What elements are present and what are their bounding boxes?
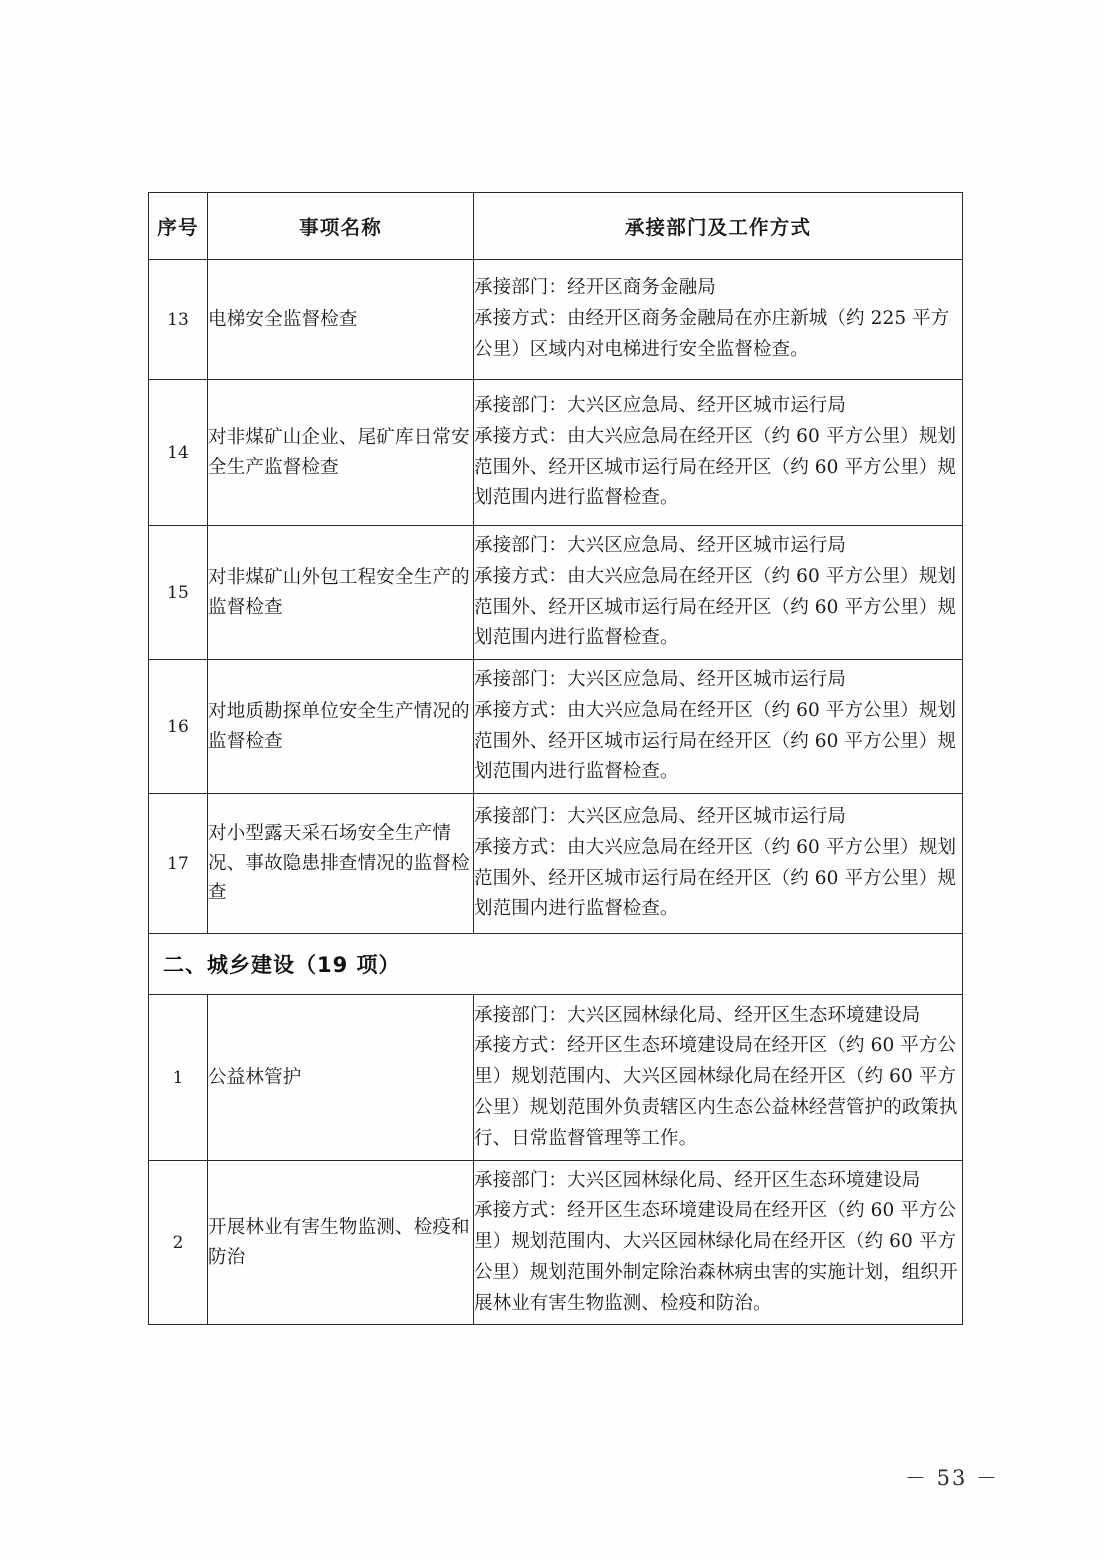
row-item-name: 对地质勘探单位安全生产情况的监督检查 bbox=[208, 660, 474, 794]
section-heading: 二、城乡建设（19 项） bbox=[149, 934, 963, 995]
row-item-name: 对小型露天采石场安全生产情况、事故隐患排查情况的监督检查 bbox=[208, 794, 474, 934]
row-item-name: 开展林业有害生物监测、检疫和防治 bbox=[208, 1161, 474, 1325]
row-department-method bbox=[474, 260, 963, 380]
method-line: 承接方式：经开区生态环境建设局在经开区（约 60 平方公里）规划范围内、大兴区园林绿化局在经开区（约 60 平方公里）规划范围外负责辖区内生态公益林经营管护的政策执行、日常监督管理等工作。 bbox=[474, 1035, 958, 1149]
method-line: 承接方式：由大兴应急局在经开区（约 60 平方公里）规划范围外、经开区城市运行局在经开区（约 60 平方公里）规划范围内进行监督检查。 bbox=[474, 699, 957, 783]
row-department-method bbox=[474, 995, 963, 1161]
column-header-serial: 序号 bbox=[149, 193, 208, 260]
column-header-department-method: 承接部门及工作方式 bbox=[474, 193, 963, 260]
table-row bbox=[149, 660, 963, 794]
row-item-name: 对非煤矿山外包工程安全生产的监督检查 bbox=[208, 526, 474, 660]
method-line: 承接方式：经开区生态环境建设局在经开区（约 60 平方公里）规划范围内、大兴区园林绿化局在经开区（约 60 平方公里）规划范围外制定除治森林病虫害的实施计划，组织开展林业有害生物监测、检疫和防治。 bbox=[474, 1200, 958, 1314]
row-department-method bbox=[474, 660, 963, 794]
method-line: 承接方式：由大兴应急局在经开区（约 60 平方公里）规划范围外、经开区城市运行局在经开区（约 60 平方公里）规划范围内进行监督检查。 bbox=[474, 425, 957, 509]
section-heading-row bbox=[149, 934, 963, 995]
row-item-name: 对非煤矿山企业、尾矿库日常安全生产监督检查 bbox=[208, 380, 474, 526]
method-line: 承接方式：由大兴应急局在经开区（约 60 平方公里）规划范围外、经开区城市运行局在经开区（约 60 平方公里）规划范围内进行监督检查。 bbox=[474, 565, 957, 649]
row-department-method bbox=[474, 794, 963, 934]
department-line: 承接部门：大兴区应急局、经开区城市运行局 bbox=[474, 669, 847, 691]
row-item-name: 电梯安全监督检查 bbox=[208, 260, 474, 380]
row-department-method bbox=[474, 380, 963, 526]
responsibility-table bbox=[148, 192, 963, 1325]
table-header-row bbox=[149, 193, 963, 260]
department-line: 承接部门：大兴区应急局、经开区城市运行局 bbox=[474, 806, 847, 828]
department-line: 承接部门：大兴区园林绿化局、经开区生态环境建设局 bbox=[474, 1004, 921, 1026]
row-serial: 1 bbox=[149, 995, 208, 1161]
method-line: 承接方式：由经开区商务金融局在亦庄新城（约 225 平方公里）区域内对电梯进行安全监督检查。 bbox=[474, 308, 950, 360]
row-serial: 2 bbox=[149, 1161, 208, 1325]
page-number bbox=[0, 1462, 1102, 1492]
table-row bbox=[149, 794, 963, 934]
page-number-label: － 53 － bbox=[904, 1466, 1000, 1490]
column-header-item-name: 事项名称 bbox=[208, 193, 474, 260]
table-row bbox=[149, 526, 963, 660]
table-row bbox=[149, 380, 963, 526]
row-serial: 15 bbox=[149, 526, 208, 660]
row-serial: 17 bbox=[149, 794, 208, 934]
row-item-name: 公益林管护 bbox=[208, 995, 474, 1161]
row-department-method bbox=[474, 526, 963, 660]
row-serial: 16 bbox=[149, 660, 208, 794]
method-line: 承接方式：由大兴应急局在经开区（约 60 平方公里）规划范围外、经开区城市运行局在经开区（约 60 平方公里）规划范围内进行监督检查。 bbox=[474, 836, 957, 920]
department-line: 承接部门：大兴区园林绿化局、经开区生态环境建设局 bbox=[474, 1169, 921, 1191]
department-line: 承接部门：大兴区应急局、经开区城市运行局 bbox=[474, 395, 847, 417]
table-row bbox=[149, 995, 963, 1161]
table-row bbox=[149, 1161, 963, 1325]
department-line: 承接部门：经开区商务金融局 bbox=[474, 277, 716, 299]
table-row bbox=[149, 260, 963, 380]
row-department-method bbox=[474, 1161, 963, 1325]
row-serial: 13 bbox=[149, 260, 208, 380]
department-line: 承接部门：大兴区应急局、经开区城市运行局 bbox=[474, 535, 847, 557]
row-serial: 14 bbox=[149, 380, 208, 526]
